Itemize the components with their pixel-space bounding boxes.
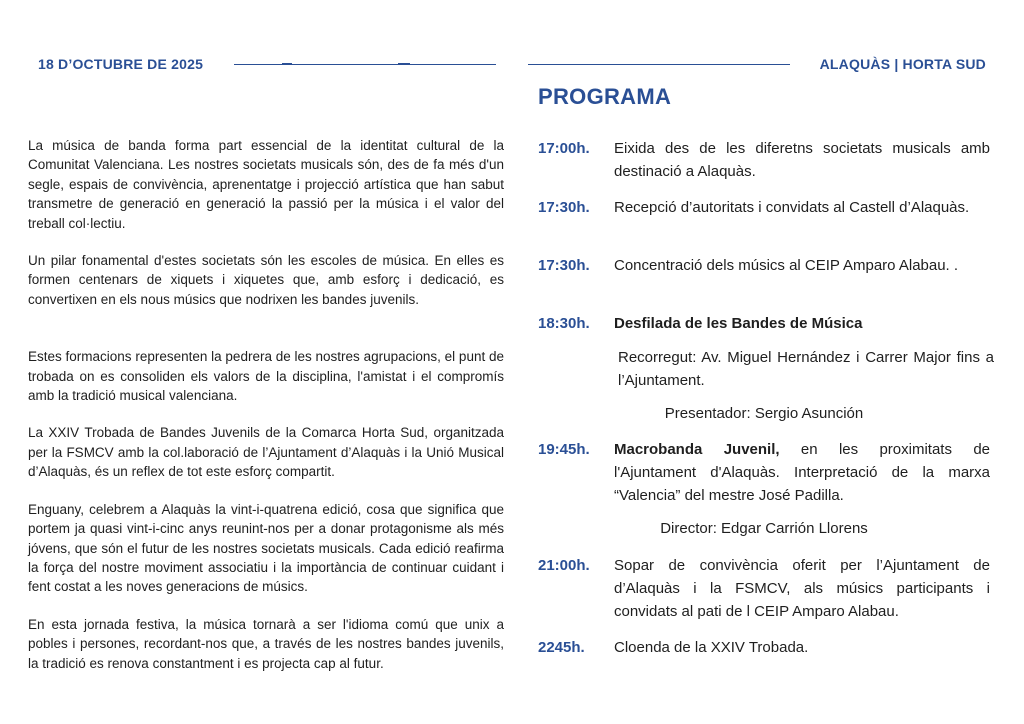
paragraph: Enguany, celebrem a Alaquàs la vint-i-quatrena edició, cosa que significa que portem ja quasi vint-i-cinc anys reunint-nos per a donar protagonisme als més jóvens, que són el futur de les nostres societats musicals. Cada edició reafirma la força del nostre moviment associatiu i la importància de continuar cuidant i fent costat a les noves generacions de músics. [28,501,504,595]
schedule-time: 18:30h. [538,315,590,332]
date-header: 18 D’OCTUBRE DE 2025 [38,56,204,72]
paragraph: La música de banda forma part essencial de la identitat cultural de la Comunitat Valenciana. Les nostres societats musicals són, des de fa més d'un segle, espais de convivència, aprenentatge i projecció artística que han sabut transmetre de generació en generació la passió per la música i el valor del treball col·lectiu. [28,138,504,231]
schedule-item [538,254,990,277]
paragraph: En esta jornada festiva, la música tornarà a ser l'idioma comú que unix a pobles i persones, recordant-nos que, a través de les nostres bandes juvenils, la tradició es renova constantment i es projecta cap al futur. [28,616,504,671]
schedule-time: 2245h. [538,639,585,656]
schedule-text: Concentració dels músics al CEIP Amparo Alabau. . [614,257,959,274]
schedule-item [538,438,990,507]
schedule-detail: en les proximitats de l'Ajuntament d'Alaquàs. Interpretació de la marxa “Valencia” del mestre José Padilla. [614,441,991,504]
schedule-text: Desfilada de les Bandes de Música [614,315,863,332]
programa-title: PROGRAMA [538,84,672,109]
schedule-time: 17:30h. [538,199,590,216]
header-rule-right [528,64,790,65]
director-text: Director: Edgar Carrión Llorens [660,520,868,537]
schedule-text: Cloenda de la XXIV Trobada. [614,639,809,656]
place-header: ALAQUÀS | HORTA SUD [819,56,986,72]
schedule-item [538,137,990,183]
schedule-text: Recepció d’autoritats i convidats al Castell d’Alaquàs. [614,199,970,216]
intro-text [28,136,504,673]
route-text: Recorregut: Av. Miguel Hernández i Carrer Major fins a l’Ajuntament. [618,349,994,389]
schedule-text: Sopar de convivència oferit per l’Ajuntament de d’Alaquàs i la FSMCV, als músics participants i convidats al pati de l CEIP Amparo Alabau. [614,557,990,620]
schedule-highlight: Macrobanda Juvenil, [614,441,780,458]
schedule-time: 19:45h. [538,441,590,458]
schedule-item [538,312,990,335]
schedule-time: 21:00h. [538,557,590,574]
header-rule-accent [282,63,292,65]
header-rule-left [234,64,496,65]
schedule-item [538,196,990,219]
schedule-text: Eixida des de les diferetns societats musicals amb destinació a Alaquàs. [614,140,990,180]
paragraph: La XXIV Trobada de Bandes Juvenils de la Comarca Horta Sud, organitzada per la FSMCV amb la col.laboració de l’Ajuntament d’Alaquàs i la Unió Musical d’Alaquàs, és un reflex de tot este esforç compartit. [28,425,504,480]
header-rule-accent [398,63,410,65]
schedule-item [538,636,990,659]
paragraph: Un pilar fonamental d'estes societats són les escoles de música. En elles es formen centenars de xiquets i xiquetes que, amb esforç i dedicació, es convertixen en els nous músics que nodrixen les bandes juvenils. [28,253,504,307]
schedule-item [538,554,990,623]
schedule-time: 17:00h. [538,140,590,157]
paragraph: Estes formacions representen la pedrera de les nostres agrupacions, el punt de trobada on es consoliden els valors de la disciplina, l'amistat i el compromís amb la tradició musical valenciana. [28,349,504,404]
schedule-text [614,438,990,507]
presenter-text: Presentador: Sergio Asunción [664,405,864,422]
schedule-time: 17:30h. [538,257,590,274]
